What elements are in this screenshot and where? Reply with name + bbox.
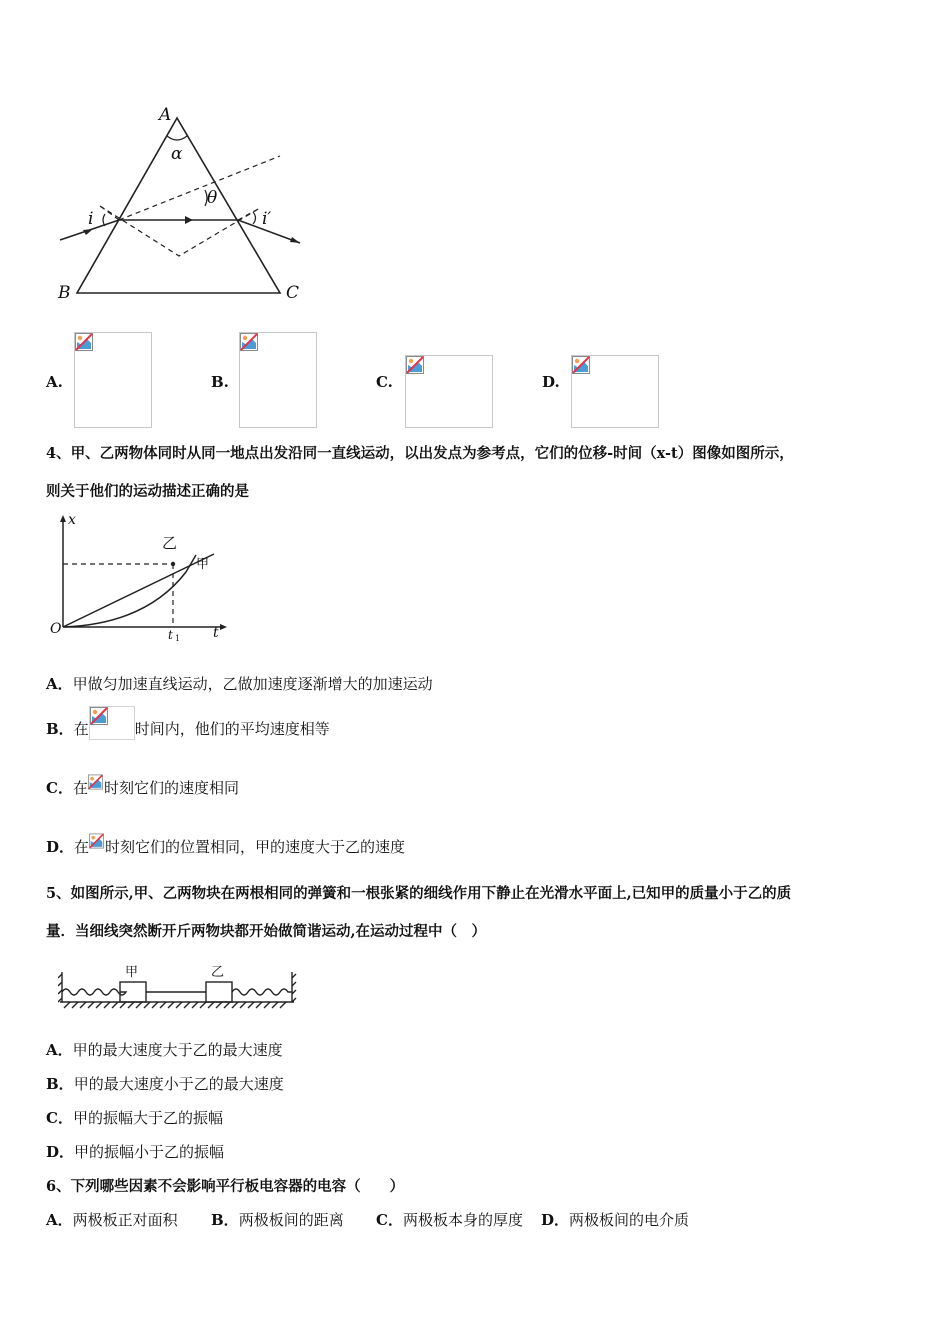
option-label: B． [46,1075,74,1093]
q4-option-b [46,719,330,740]
theta-label: θ [207,188,218,208]
option-label: D． [46,1143,75,1161]
q3-option-c-label: C. [376,373,393,391]
option-label: A． [46,1211,73,1229]
normals [100,206,260,256]
option-text-pre: 在 [74,838,90,856]
t-axis-label: t [213,625,219,641]
option-text: 甲的最大速度大于乙的最大速度 [72,1041,283,1059]
option-text: 两极板间的距离 [238,1211,344,1229]
q4-option-d [46,837,405,857]
broken-image-icon [406,356,424,374]
left-spring [62,989,126,995]
vertex-b-label: B [58,283,71,303]
option-label: D． [541,1211,570,1229]
prism-figure [55,100,315,310]
option-text-post: 时刻它们的位置相同，甲的速度大于乙的速度 [105,838,406,856]
q5-option-b [46,1074,284,1094]
x-axis-label: x [68,512,76,528]
q5-option-d [46,1142,224,1162]
block-yi-label: 乙 [211,965,225,980]
q6-stem: 6、下列哪些因素不会影响平行板电容器的电容（ ） [46,1178,405,1195]
vertex-c-label: C [286,283,300,303]
yi-label: 乙 [162,534,178,552]
right-spring [232,989,292,995]
option-label: D． [46,838,75,856]
q4-stem-line1: 4、甲、乙两物体同时从同一地点出发沿同一直线运动，以出发点为参考点，它们的位移-时间（x-t）图像如图所示， [46,445,794,462]
option-text: 两极板本身的厚度 [402,1211,523,1229]
q5-stem-line1: 5、如图所示,甲、乙两物块在两根相同的弹簧和一根张紧的细线作用下静止在光滑水平面上,已知甲的质量小于乙的质 [46,885,792,902]
yi-curve [63,555,196,627]
q3-option-a-label: A. [46,373,63,391]
option-label: C． [46,1109,73,1127]
option-label: B． [46,720,74,738]
option-text: 两极板间的电介质 [569,1211,690,1229]
broken-image-icon [88,773,103,791]
broken-image-icon [90,707,108,725]
q6-options-row [46,1210,689,1230]
q5-option-c [46,1108,223,1128]
q5-stem-line2: 量．当细线突然断开斤两物块都开始做简谐运动,在运动过程中（ ） [46,923,487,940]
alpha-label: α [171,144,183,164]
option-label: B． [211,1211,239,1229]
i-prime-label: i′ [262,209,272,229]
option-text: 甲的最大速度小于乙的最大速度 [73,1075,284,1093]
inline-formula-image [89,706,135,740]
jia-line [63,554,214,627]
option-text-post: 时间内，他们的平均速度相等 [134,720,330,738]
broken-image-icon [89,832,104,850]
block-yi [206,982,232,1002]
option-text: 两极板正对面积 [72,1211,178,1229]
t1-label: t [168,628,173,642]
q6-option-b [211,1210,376,1230]
q6-option-c [376,1210,541,1230]
broken-image-icon [240,333,258,351]
xt-graph [46,512,236,644]
option-label: C． [46,779,73,797]
q6-option-d [541,1210,689,1230]
i-label: i [88,209,94,229]
q3-option-d-label: D. [542,373,560,391]
option-label: A． [46,675,73,693]
q4-option-a [46,674,433,694]
q3-option-b-image [239,332,317,428]
option-text: 甲做匀加速直线运动，乙做加速度逐渐增大的加速运动 [72,675,433,693]
origin-label: O [50,621,62,637]
q4-stem-line2: 则关于他们的运动描述正确的是 [46,483,249,500]
q3-option-a-image [74,332,152,428]
q5-option-a [46,1040,283,1060]
jia-label: 甲 [196,557,210,572]
option-label: C． [376,1211,403,1229]
option-text-pre: 在 [72,779,88,797]
option-label: A． [46,1041,73,1059]
vertex-a-label: A [159,105,172,125]
block-jia-label: 甲 [125,965,139,980]
option-text-post: 时刻它们的速度相同 [103,779,239,797]
q3-option-d-image [571,355,659,428]
option-text: 甲的振幅大于乙的振幅 [72,1109,223,1127]
q3-option-c-image [405,355,493,428]
t1-subscript: 1 [175,634,181,643]
broken-image-icon [75,333,93,351]
option-text: 甲的振幅小于乙的振幅 [74,1143,225,1161]
spring-blocks-figure [58,960,298,1010]
broken-image-icon [572,356,590,374]
q3-option-b-label: B. [211,373,229,391]
option-text-pre: 在 [73,720,89,738]
q6-option-a [46,1210,211,1230]
inline-formula-image [88,773,104,793]
q4-option-c [46,778,239,798]
inline-formula-image [89,832,105,852]
